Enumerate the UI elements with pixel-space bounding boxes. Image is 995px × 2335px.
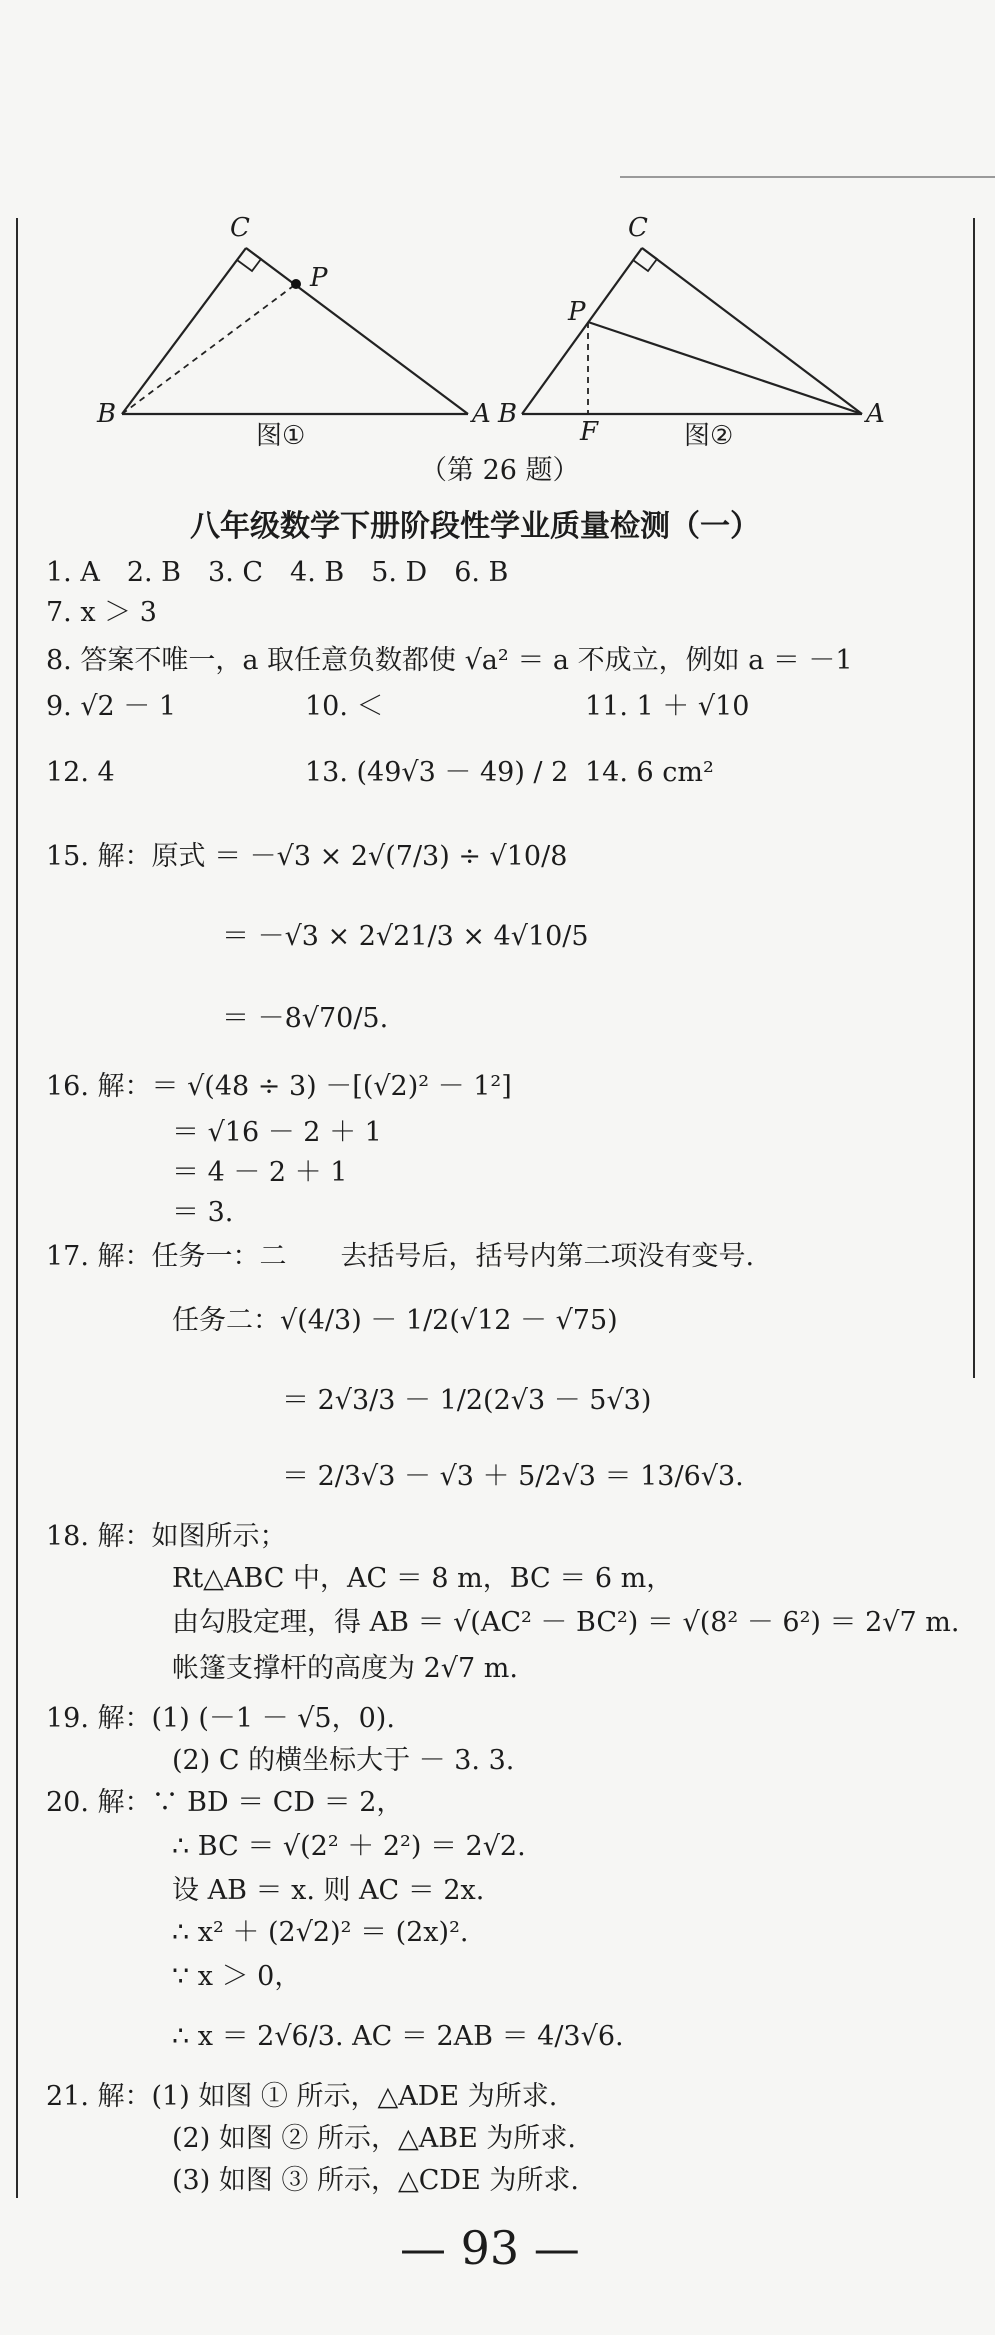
page-number: — 93 — (400, 2221, 580, 2275)
answer-20-line-2: ∴ BC ＝ √(2² ＋ 2²) ＝ 2√2. (172, 1831, 526, 1862)
answer-9: 9. √2 － 1 (46, 691, 177, 722)
question-number-label: （第 26 题） (420, 455, 580, 486)
answer-21-line-2: (2) 如图 ② 所示，△ABE 为所求. (172, 2123, 576, 2154)
answer-13: 13. (49√3 － 49) / 2 (305, 757, 569, 788)
fig2-label-b: B (498, 399, 518, 429)
fig2-label-a: A (866, 399, 885, 429)
point-p-dot (291, 279, 301, 289)
answer-20-line-1: 20. 解：∵ BD ＝ CD ＝ 2， (46, 1787, 404, 1818)
answer-11: 11. 1 ＋ √10 (585, 691, 750, 722)
fig1-caption: 图① (256, 421, 306, 451)
answer-18-line-3: 由勾股定理，得 AB ＝ √(AC² － BC²) ＝ √(8² － 6²) ＝ 2√7 m. (172, 1607, 960, 1638)
answer-16-line-1: 16. 解：＝ √(48 ÷ 3) －[(√2)² － 1²] (46, 1071, 512, 1102)
answer-16-line-3: ＝ 4 － 2 ＋ 1 (172, 1157, 348, 1188)
answer-12: 12. 4 (46, 757, 115, 788)
answer-21-line-3: (3) 如图 ③ 所示，△CDE 为所求. (172, 2165, 579, 2196)
fig1-label-c: C (230, 213, 250, 243)
answer-15-line-2: ＝ －√3 × 2√21/3 × 4√10/5 (222, 921, 589, 952)
fig2-label-c: C (628, 213, 648, 243)
answer-15-line-1: 15. 解：原式 ＝ －√3 × 2√(7/3) ÷ √10/8 (46, 841, 568, 872)
answer-14: 14. 6 cm² (585, 757, 714, 788)
answer-17-line-1: 17. 解：任务一：二 去括号后，括号内第二项没有变号. (46, 1241, 755, 1272)
page-title: 八年级数学下册阶段性学业质量检测（一） (190, 509, 760, 544)
answer-7: 7. x ＞ 3 (46, 597, 157, 628)
fig2-caption: 图② (684, 421, 734, 451)
answer-10: 10. ＜ (305, 691, 384, 722)
answer-19-line-2: (2) C 的横坐标大于 － 3. 3. (172, 1745, 515, 1776)
answer-16-line-4: ＝ 3. (172, 1197, 234, 1228)
triangle-figure-2 (522, 248, 862, 414)
left-margin-rule (16, 218, 18, 2198)
answer-20-line-5: ∵ x ＞ 0， (172, 1961, 302, 1992)
answer-20-line-6: ∴ x ＝ 2√6/3. AC ＝ 2AB ＝ 4/3√6. (172, 2021, 624, 2052)
answer-8: 8. 答案不唯一，a 取任意负数都使 √a² ＝ a 不成立，例如 a ＝ －1 (46, 645, 853, 676)
answer-18-line-1: 18. 解：如图所示； (46, 1521, 287, 1552)
answer-18-line-2: Rt△ABC 中，AC ＝ 8 m，BC ＝ 6 m， (172, 1563, 674, 1594)
fig2-label-f: F (580, 417, 599, 447)
fig2-label-p: P (568, 297, 586, 327)
answer-15-line-3: ＝ －8√70/5. (222, 1003, 389, 1034)
answer-20-line-4: ∴ x² ＋ (2√2)² ＝ (2x)². (172, 1917, 469, 1948)
answer-17-line-2: 任务二：√(4/3) － 1/2(√12 － √75) (172, 1305, 618, 1336)
answer-19-line-1: 19. 解：(1) (－1 － √5，0). (46, 1703, 395, 1734)
answer-18-line-4: 帐篷支撑杆的高度为 2√7 m. (172, 1653, 518, 1684)
answer-16-line-2: ＝ √16 － 2 ＋ 1 (172, 1117, 382, 1148)
top-rule (620, 176, 995, 178)
fig1-label-b: B (97, 399, 117, 429)
fig1-label-a: A (472, 399, 491, 429)
triangle-figure-1 (122, 248, 468, 414)
fig1-label-p: P (310, 263, 328, 293)
answer-1-6: 1. A 2. B 3. C 4. B 5. D 6. B (46, 557, 509, 588)
answer-17-line-3: ＝ 2√3/3 － 1/2(2√3 － 5√3) (282, 1385, 652, 1416)
answer-17-line-4: ＝ 2/3√3 － √3 ＋ 5/2√3 ＝ 13/6√3. (282, 1461, 744, 1492)
answer-20-line-3: 设 AB ＝ x. 则 AC ＝ 2x. (172, 1875, 485, 1906)
answer-21-line-1: 21. 解：(1) 如图 ① 所示，△ADE 为所求. (46, 2081, 558, 2112)
